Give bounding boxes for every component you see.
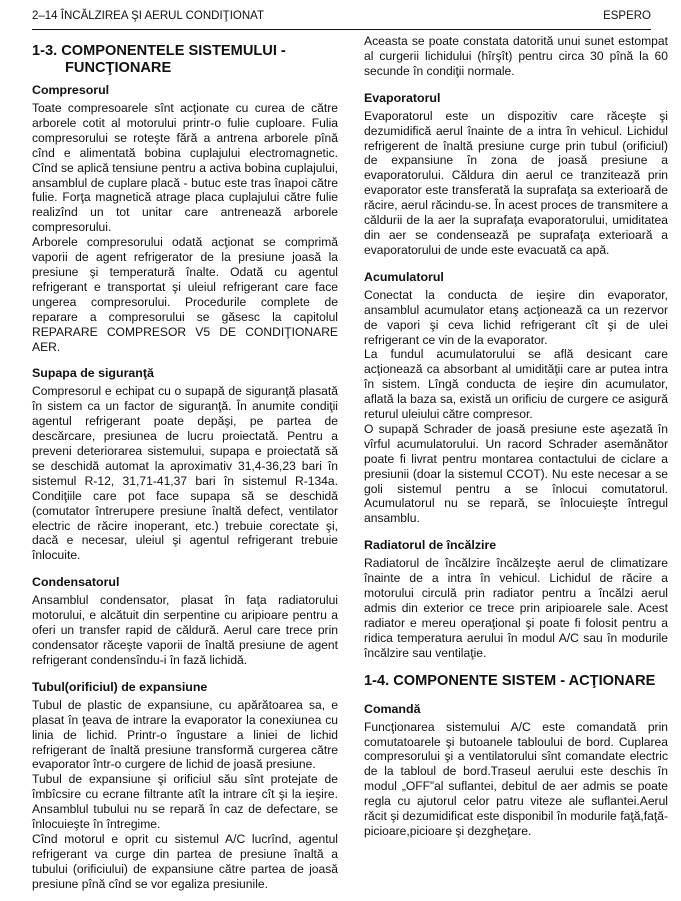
paragraph: Funcţionarea sistemului A/C este comandată prin comutatoarele şi butoanele tabloului de bord. Cuplarea compresorului şi a ventilatorului sînt comandate electric de la tabloul de bord.Traseul aerului este deschis în modul „OFF”al suflantei, debitul de aer admis se poate regla cu ajutorul celor patru viteze ale suflantei.Aerul răcit şi dezumidificat este disponibil în modurile faţă,faţă-picioare,picioare şi dezgheţare. (364, 719, 668, 838)
paragraph: Tubul de expansiune şi orificiul său sînt protejate de îmbîcsire cu ecrane filtrante atît la intrare cît şi la ieşire. Ansamblul tubului nu se repară în caz de defectare, se înlocuieşte în întregime. (32, 772, 338, 832)
paragraph: Arborele compresorului odată acţionat se comprimă vaporii de agent refrigerator de la presiune joasă la presiune şi temperatură înalte. Odată cu agentul refrigerant e transportat şi uleiul refrigerant care face ungerea compresorului. Procedurile complete de reparare a compresorului se găsesc la capitolul REPARARE COMPRESOR V5 DE CONDIŢIONARE AER. (32, 235, 338, 354)
heading-acumulatorul: Acumulatorul (364, 269, 444, 284)
paragraph: Aceasta se poate constata datorită unui sunet estompat al curgerii lichidului (hîrşît) pentru circa 30 pînă la 60 secunde în condiţii normale. (364, 34, 668, 78)
paragraph: La fundul acumulatorului se află desicant care acţionează ca absorbant al umidităţii care ar putea intra în sistem. Lîngă conducta de ieşire din acumulator, aflată la baza sa, există un orificiu de curgere ce asigură returul uleiului către compresor. (364, 347, 668, 422)
left-column (32, 34, 338, 892)
paragraph: Compresorul e echipat cu o supapă de siguranţă plasată în sistem ca un factor de siguranţă. În anumite condiţii agentul refrigerant poate depăşi, pe partea de descărcare, presiunea de lucru proiectată. Pentru a preveni deteriorarea sistemului, supapa e proiectată să se deschidă automat la aproximativ 31,4-36,23 bari în sistemul R-12, 31,71-41,37 bari în sistemul R-134a. Condiţiile care pot face supapa să se deschidă (comutator întrerupere presiune înaltă defect, ventilator electric de răcire inoperant, etc.) trebuie corectate şi, dacă e necesar, uleiul şi agentul refrigerant trebuie înlocuite. (32, 384, 338, 563)
heading-compresorul: Compresorul (32, 83, 110, 97)
paragraph: Ansamblul condensator, plasat în faţa radiatorului motorului, e alcătuit din serpentine cu aripioare pentru a oferi un transfer rapid de căldură. Aerul care trece prin condensator răceşte vaporii de înaltă presiune de agent refrigerant condensîndu-i în fază lichidă. (32, 593, 338, 667)
section-title-line2: FUNCŢIONARE (65, 60, 172, 76)
paragraph: Toate compresoarele sînt acţionate cu curea de către arborele cotit al motorului printr-o fulie cuploare. Fulia compresorului se roteşte fără a antrena arborele pînă cînd e alimentată bobina cuplajului electromagnetic. Cînd se aplică tensiune pentru a activa bobina cuplajului, ansamblul de cuplare placă - butuc este tras înapoi către fulie. Forţa magnetică atrage placa cuplajului către fulie realizînd un tot unitar care antrenează arborele compresorului. (32, 101, 338, 235)
heading-comanda: Comandă (364, 701, 421, 716)
heading-supapa: Supapa de siguranţă (32, 366, 154, 381)
section-title-1-3 (32, 43, 338, 77)
section-title-1-4: 1-4. COMPONENTE SISTEM - ACŢIONARE (364, 672, 656, 689)
header-model: ESPERO (603, 10, 651, 22)
heading-tubul: Tubul(orificiul) de expansiune (32, 679, 208, 694)
page-header (32, 7, 651, 30)
paragraph: Cînd motorul e oprit cu sistemul A/C lucrînd, agentul refrigerant va curge din partea de presiune înaltă a tubului (orificiului) de expansiune către partea de joasă presiune pînă cînd se vor egaliza presiunile. (32, 831, 338, 891)
heading-radiatorul: Radiatorul de încălzire (364, 538, 497, 553)
heading-condensatorul: Condensatorul (32, 575, 120, 590)
right-column (364, 34, 668, 839)
paragraph: Conectat la conducta de ieşire din evaporator, ansamblul acumulator etanş acţionează ca un rezervor de vapori şi ceva lichid refrigerant cît şi de ulei refrigerant ce vin de la evaporator. (364, 287, 668, 347)
paragraph: Tubul de plastic de expansiune, cu apărătoarea sa, e plasat în ţeava de intrare la evaporator la conexiunea cu linia de lichid. Printr-o îngustare a liniei de lichid refrigerant de înaltă presiune transformă curgerea către evaporator într-o curgere de lichid de joasă presiune. (32, 697, 338, 772)
header-chapter: 2–14 ÎNCĂLZIREA ŞI AERUL CONDIŢIONAT (32, 10, 264, 22)
paragraph: O supapă Schrader de joasă presiune este aşezată în vîrful acumulatorului. Un racord Schrader asemănător poate fi livrat pentru montarea contactului de ciclare a presiunii (doar la sistemul CCOT). Nu este necesar a se goli sistemul pentru a se înlocui comutatorul. Acumulatorul nu se repară, se înlocuieşte întregul ansamblu. (364, 421, 668, 526)
section-title-line1: 1-3. COMPONENTELE SISTEMULUI - (32, 43, 286, 59)
paragraph: Evaporatorul este un dispozitiv care răceşte şi dezumidifică aerul înainte de a intra în vehicul. Lichidul refrigerent de înaltă presiune curge prin tubul (orificiul) de expansiune în zona de joasă presiune a evaporatorului. Căldura din aerul ce tranzitează prin evaporator este transferată la suprafaţa sa exterioară de răcire, aerul răcindu-se. În acest proces de transmitere a căldurii de la aer la suprafaţa evaporatorului, umiditatea din aer se condensează pe suprafaţa exterioară a evaporatorului de unde este evacuată ca apă. (364, 108, 668, 257)
paragraph: Radiatorul de încălzire încălzeşte aerul de climatizare înainte de a intra în vehicul. Lichidul de răcire a motorului circulă prin radiator pentru a încălzi aerul admis din exterior ce trece prin aripioarele sale. Acest radiator e mereu operaţional şi poate fi folosit pentru a ridica temperatura aerului în modul A/C sau în modurile încălzire sau ventilaţie. (364, 556, 668, 660)
heading-evaporatorul: Evaporatorul (364, 90, 441, 105)
